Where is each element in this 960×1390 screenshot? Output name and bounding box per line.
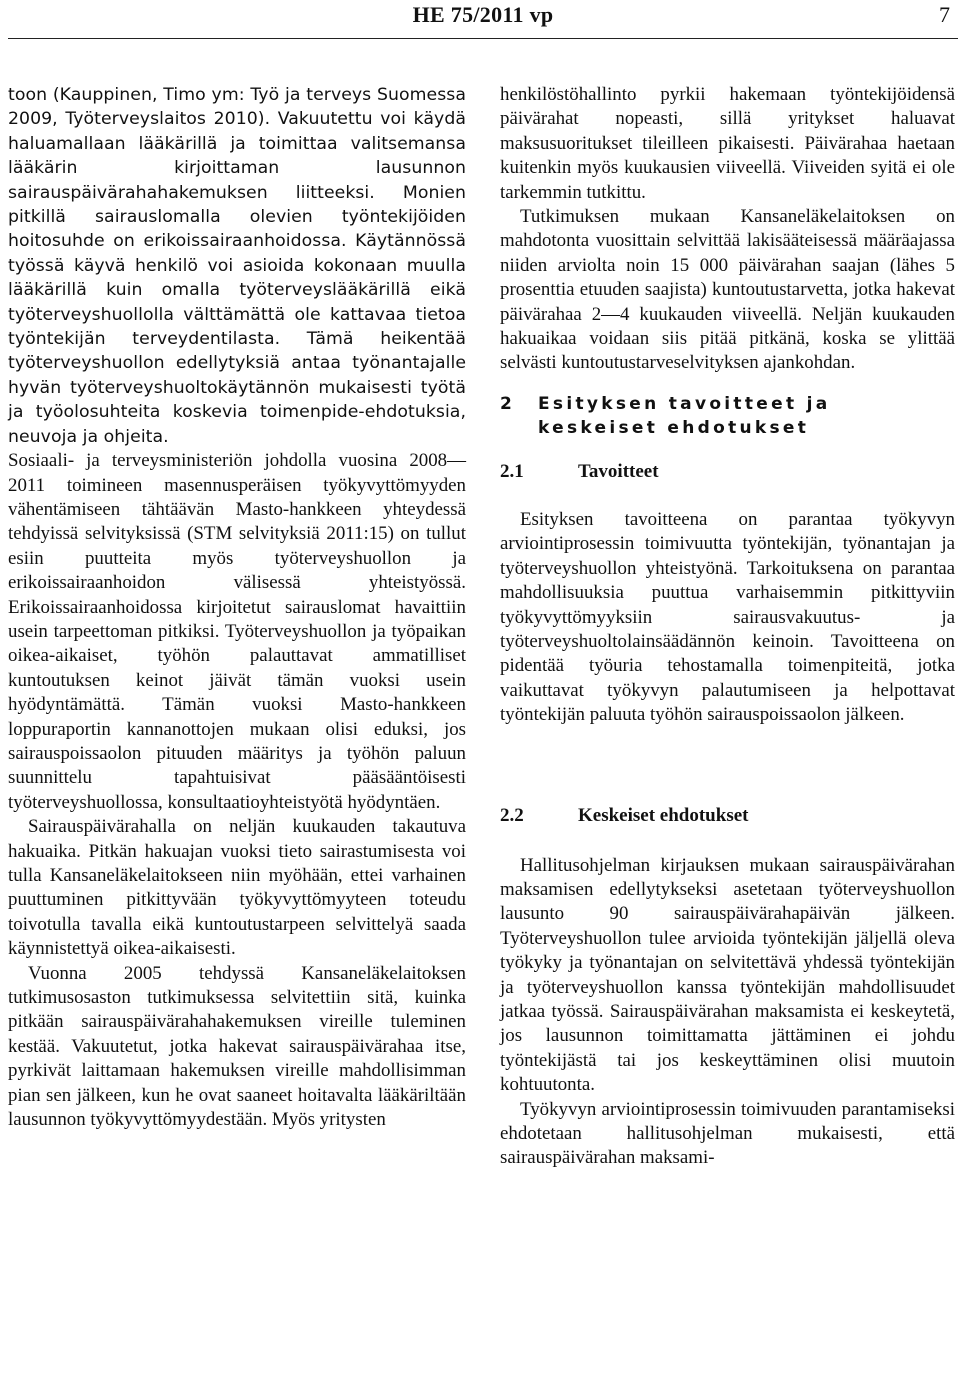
paragraph-left-4: Vuonna 2005 tehdyssä Kansaneläkelaitoksen tutkimusosaston tutkimuksessa selvitettiin sitä, kuinka pitkään sairauspäivärahahakemuksen vireille tuleminen kestää. Vakuutetut, jotka hakevat sairauspäivärahaa itse, pyrkivät laittamaan hakemuksen vireille mahdollisimman pian sen jälkeen, kun he ovat saaneet hoitavalta lääkäriltään lausunnon työkyvyttömyydestään. Myös yritysten bbox=[8, 962, 466, 1131]
section-2-1-heading bbox=[500, 460, 955, 484]
page-number: 7 bbox=[939, 2, 950, 27]
page-header bbox=[8, 0, 958, 36]
left-column bbox=[8, 83, 466, 1132]
header-divider bbox=[8, 38, 958, 39]
document-title: HE 75/2011 vp bbox=[412, 2, 554, 27]
section-2-number: 2 bbox=[500, 393, 512, 414]
paragraph-left-3: Sairauspäivärahalla on neljän kuukauden takautuva hakuaika. Pitkän hakuajan vuoksi tieto sairastumisesta voi tulla Kansaneläkelaitokseen niin myöhään, ettei varhainen puuttuminen pitkittyvään työkyvyttömyyteen toteudu toivotulla tavalla eikä kuntoutustarpeen selvittelyä saada käynnistettyä oikea-aikaisesti. bbox=[8, 816, 466, 960]
paragraph-right-1: henkilöstöhallinto pyrkii hakemaan työntekijöidensä päivärahat nopeasti, sillä yritykset haluavat maksusuoritukset tileilleen pikaisesti. Päivärahaa haetaan kuitenkin myös kuukausien viiveellä. Viiveiden syitä ei ole tarkemmin tutkittu. bbox=[500, 84, 955, 203]
right-column bbox=[500, 83, 955, 1171]
section-2-1-title: Tavoitteet bbox=[578, 460, 659, 482]
section-2-1-number: 2.1 bbox=[500, 460, 524, 482]
section-2-2-heading bbox=[500, 804, 955, 828]
paragraph-right-5: Työkyvyn arviointiprosessin toimivuuden parantamiseksi ehdotetaan hallitusohjelman mukaisesti, että sairauspäivärahan maksami- bbox=[500, 1098, 955, 1169]
paragraph-left-1: toon (Kauppinen, Timo ym: Työ ja terveys Suomessa 2009, Työterveyslaitos 2010). Vakuutettu voi käydä haluamallaan lääkärillä ja toimittaa valitsemansa lääkärin kirjoittaman lausunnon sairauspäivärahahakemuksen liitteeksi. Monien pitkillä sairauslomalla olevien työntekijöiden hoitosuhde on erikoissairaanhoidossa. Käytännössä työssä käyvä henkilö voi asioida kokonaan muulla lääkärillä kuin omalla työterveyslääkärillä eikä työterveyshuollolla välttämättä ole kattavaa tietoa työntekijän terveydentilasta. Tämä heikentää työterveyshuollon edellytyksiä antaa työnantajalle hyvän työterveyshuoltokäytännön mukaisesti työtä ja työolosuhteita koskevia toimenpide-ehdotuksia, neuvoja ja ohjeita. bbox=[8, 85, 466, 447]
paragraph-right-2: Tutkimuksen mukaan Kansaneläkelaitoksen on mahdotonta vuosittain selvittää lakisääteisessä määräajassa niiden arviolta noin 15 000 päivärahan saajan (lähes 5 prosenttia etuuden saajista) kuntoutustarvetta, jotka hakevat päivärahaa 2—4 kuukauden viiveellä. Neljän kuukauden hakuaikaa voidaan siis pitää pitkänä, koska se ylittää selvästi kuntoutustarveselvityksen ajankohdan. bbox=[500, 206, 955, 374]
paragraph-left-2: Sosiaali- ja terveysministeriön johdolla vuosina 2008—2011 toimineen masennusperäisen työkyvyttömyyden vähentämiseen tähtäävän Masto-hankkeen yhteydessä tehdyissä selvityksissä (STM selvityksiä 2011:15) on tullut esiin puutteita myös työterveyshuollon ja erikoissairaanhoidon välisessä yhteistyössä. Erikoissairaanhoidossa kirjoitetut sairauslomat havaittiin usein tarpeettoman pitkiksi. Työterveyshuollon ja työpaikan oikea-aikaiset, työhön palauttavat ammatilliset kuntoutuksen keinot jäivät tämän vuoksi usein hyödyntämättä. Tämän vuoksi Masto-hankkeen loppuraportin kannanottojen mukaan olisi eduksi, jos sairauspoissaolon pituuden määritys ja työhön paluun suunnittelu tapahtuisivat pääsääntöisesti työterveyshuollossa, konsultaatioyhteistyötä hyödyntäen. bbox=[8, 450, 466, 813]
section-2-2-number: 2.2 bbox=[500, 804, 524, 826]
section-2-heading bbox=[500, 392, 955, 440]
paragraph-right-4: Hallitusohjelman kirjauksen mukaan sairauspäivärahan maksamisen edellytykseksi asetetaan työterveyshuollon lausunto 90 sairauspäivärahapäivän jälkeen. Työterveyshuollon tulee arvioida työntekijän jäljellä oleva työkyky ja työnantajan on selvitettävä yhdessä työntekijän ja työterveyshuollon kanssa työntekijän mahdollisuudet jatkaa työssä. Sairauspäivärahan maksamista ei keskeytetä, jos lausunnon toimittamatta jättäminen ei johdu työntekijästä tai jos keskeyttäminen olisi muutoin kohtuutonta. bbox=[500, 854, 955, 1096]
section-2-2-title: Keskeiset ehdotukset bbox=[578, 804, 749, 826]
paragraph-right-3: Esityksen tavoitteena on parantaa työkyvyn arviointiprosessin toimivuutta työntekijän, työnantajan ja työterveyshuollon yhteistyönä. Tarkoituksena on parantaa mahdollisuuksia puuttua varhaisemmin pitkittyviin työkyvyttömyyksiin sairausvakuutus- ja työterveyshuoltolainsäädännön keinoin. Tavoitteena on pidentää työuria tehostamalla toimenpiteitä, jotka vaikuttavat työkyvyn palautumiseen ja helpottavat työntekijän paluuta työhön sairauspoissaolon jälkeen. bbox=[500, 508, 955, 726]
section-2-title: Esityksen tavoitteet ja keskeiset ehdotukset bbox=[538, 393, 831, 438]
